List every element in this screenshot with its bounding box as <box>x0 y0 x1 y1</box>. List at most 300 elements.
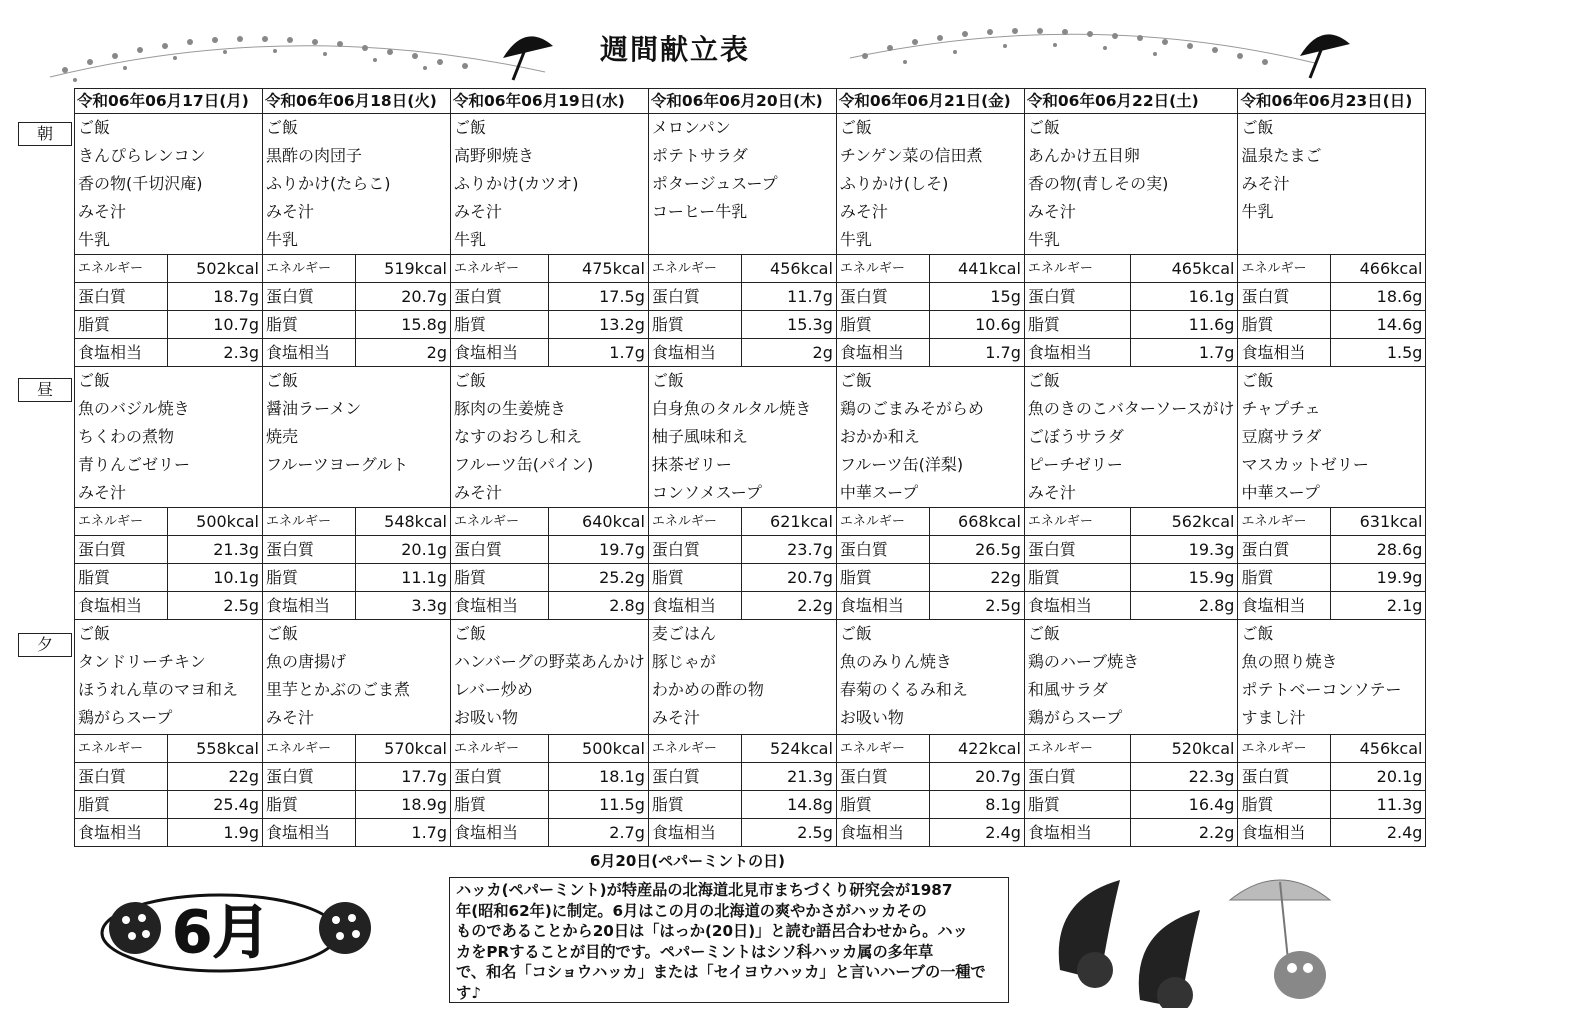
menu-item: 香の物(千切沢庵) <box>78 174 203 193</box>
menu-item: フルーツ缶(パイン) <box>454 455 594 474</box>
menu-cell <box>1238 367 1426 508</box>
nutrient-label: エネルギー <box>451 735 549 763</box>
nutrient-label: 蛋白質 <box>75 283 168 311</box>
menu-item: 春菊のくるみ和え <box>839 680 968 699</box>
menu-item: 魚のバジル焼き <box>78 399 190 418</box>
menu-item: ご飯 <box>454 371 487 390</box>
nutrient-value: 11.3g <box>1331 791 1426 819</box>
nutrient-label: 蛋白質 <box>75 536 168 564</box>
menu-item: みそ汁 <box>454 483 503 502</box>
nutrient-label: 蛋白質 <box>451 763 549 791</box>
menu-cell <box>451 114 649 255</box>
menu-item: みそ汁 <box>266 202 315 221</box>
nutrient-value: 456kcal <box>741 255 836 283</box>
menu-item: みそ汁 <box>1027 483 1076 502</box>
nutrient-label: 蛋白質 <box>1024 763 1130 791</box>
nutrient-label: エネルギー <box>263 255 356 283</box>
menu-cell <box>75 620 263 735</box>
nutrient-value: 1.7g <box>1130 339 1238 367</box>
nutrient-label: 脂質 <box>1238 311 1331 339</box>
nutrient-value: 621kcal <box>741 508 836 536</box>
menu-item: 黒酢の肉団子 <box>266 146 363 165</box>
nutrient-value: 570kcal <box>356 735 451 763</box>
nutrient-value: 11.1g <box>356 564 451 592</box>
menu-item: おかか和え <box>839 427 920 446</box>
nutrient-value: 14.6g <box>1331 311 1426 339</box>
menu-item: 豚肉の生姜焼き <box>454 399 567 418</box>
nutrient-value: 13.2g <box>548 311 648 339</box>
nutrient-label: 蛋白質 <box>1024 283 1130 311</box>
nutrient-label: 蛋白質 <box>648 283 741 311</box>
menu-item: チャプチェ <box>1241 399 1321 418</box>
nutrient-value: 2.8g <box>1130 592 1238 620</box>
nutrient-label: 食塩相当 <box>263 819 356 847</box>
menu-item: 魚のみりん焼き <box>839 652 952 671</box>
nutrient-label: 蛋白質 <box>836 536 929 564</box>
nutrient-label: 食塩相当 <box>1238 819 1331 847</box>
menu-cell <box>648 620 836 735</box>
nutrient-value: 475kcal <box>548 255 648 283</box>
peppermint-day-note <box>449 877 1009 1003</box>
nutrient-label: 脂質 <box>263 564 356 592</box>
nutrient-value: 22.3g <box>1130 763 1238 791</box>
nutrient-value: 500kcal <box>548 735 648 763</box>
nutrient-value: 8.1g <box>929 791 1024 819</box>
nutrient-label: エネルギー <box>1238 508 1331 536</box>
nutrient-label: 蛋白質 <box>75 763 168 791</box>
menu-item: 柚子風味和え <box>651 427 748 446</box>
nutrient-value: 466kcal <box>1331 255 1426 283</box>
nutrient-label: 蛋白質 <box>1238 763 1331 791</box>
menu-item: 青りんごゼリー <box>78 455 191 474</box>
menu-cell <box>648 114 836 255</box>
nutrient-value: 2.8g <box>548 592 648 620</box>
nutrient-label: エネルギー <box>1238 255 1331 283</box>
day-header: 令和06年06月18日(火) <box>263 89 451 114</box>
menu-item: チンゲン菜の信田煮 <box>839 146 983 165</box>
menu-item: 牛乳 <box>78 230 111 249</box>
menu-item: 白身魚のタルタル焼き <box>651 399 812 418</box>
menu-item: 高野卵焼き <box>454 146 535 165</box>
menu-item: ご飯 <box>839 624 872 643</box>
nutrient-value: 465kcal <box>1130 255 1238 283</box>
nutrient-value: 1.7g <box>356 819 451 847</box>
menu-item: みそ汁 <box>454 202 503 221</box>
nutrient-label: 脂質 <box>451 311 549 339</box>
nutrient-label: エネルギー <box>648 735 741 763</box>
menu-cell <box>451 367 649 508</box>
menu-item: フルーツヨーグルト <box>266 455 409 474</box>
nutrient-label: 脂質 <box>648 311 741 339</box>
nutrient-value: 10.1g <box>168 564 263 592</box>
menu-item: みそ汁 <box>78 483 127 502</box>
nutrient-value: 15g <box>929 283 1024 311</box>
menu-item: ハンバーグの野菜あんかけ <box>454 652 645 671</box>
menu-item: みそ汁 <box>839 202 888 221</box>
nutrient-label: エネルギー <box>1024 508 1130 536</box>
menu-cell <box>1024 620 1238 735</box>
menu-item: あんかけ五目卵 <box>1027 146 1140 165</box>
nutrient-value: 1.7g <box>548 339 648 367</box>
nutrient-label: 蛋白質 <box>451 536 549 564</box>
nutrient-label: 食塩相当 <box>451 339 549 367</box>
nutrient-label: 食塩相当 <box>1238 339 1331 367</box>
day-header: 令和06年06月21日(金) <box>836 89 1024 114</box>
menu-cell <box>1238 114 1426 255</box>
menu-cell <box>836 620 1024 735</box>
note-caption: 6月20日(ペパーミントの日) <box>590 852 786 870</box>
nutrient-value: 16.4g <box>1130 791 1238 819</box>
nutrient-value: 19.7g <box>548 536 648 564</box>
menu-item: ご飯 <box>839 371 872 390</box>
nutrient-label: 脂質 <box>451 564 549 592</box>
nutrient-label: エネルギー <box>1024 255 1130 283</box>
nutrient-label: 蛋白質 <box>263 763 356 791</box>
menu-item: タンドリーチキン <box>78 652 206 671</box>
nutrient-label: 脂質 <box>648 791 741 819</box>
nutrient-label: エネルギー <box>75 508 168 536</box>
nutrient-value: 16.1g <box>1130 283 1238 311</box>
nutrient-label: 食塩相当 <box>75 339 168 367</box>
menu-item: ご飯 <box>78 371 111 390</box>
meal-label-lunch: 昼 <box>18 378 72 402</box>
menu-item: 牛乳 <box>266 230 299 249</box>
meal-label-breakfast: 朝 <box>18 122 72 146</box>
nutrient-label: 脂質 <box>75 311 168 339</box>
nutrient-value: 2.4g <box>929 819 1024 847</box>
menu-item: 里芋とかぶのごま煮 <box>266 680 411 699</box>
menu-item: なすのおろし和え <box>454 427 583 446</box>
nutrient-label: 蛋白質 <box>836 763 929 791</box>
nutrient-value: 2.7g <box>548 819 648 847</box>
nutrient-label: エネルギー <box>648 508 741 536</box>
menu-item: お吸い物 <box>454 708 519 727</box>
nutrient-value: 18.1g <box>548 763 648 791</box>
menu-item: ごぼうサラダ <box>1027 427 1124 446</box>
nutrient-value: 1.9g <box>168 819 263 847</box>
menu-item: ふりかけ(しそ) <box>839 174 949 193</box>
nutrient-label: エネルギー <box>836 735 929 763</box>
menu-item: ご飯 <box>454 624 487 643</box>
menu-item: フルーツ缶(洋梨) <box>839 455 964 474</box>
weekly-menu-table <box>74 88 1426 847</box>
nutrient-value: 11.7g <box>741 283 836 311</box>
nutrient-value: 422kcal <box>929 735 1024 763</box>
meal-label-dinner: 夕 <box>18 633 72 657</box>
nutrient-label: エネルギー <box>263 508 356 536</box>
nutrient-value: 441kcal <box>929 255 1024 283</box>
nutrient-value: 20.1g <box>356 536 451 564</box>
menu-item: ご飯 <box>1241 624 1274 643</box>
day-header: 令和06年06月20日(木) <box>648 89 836 114</box>
nutrient-value: 15.3g <box>741 311 836 339</box>
day-header: 令和06年06月17日(月) <box>75 89 263 114</box>
nutrient-value: 2.5g <box>741 819 836 847</box>
nutrient-value: 10.6g <box>929 311 1024 339</box>
menu-item: 鶏がらスープ <box>78 708 173 727</box>
nutrient-value: 25.4g <box>168 791 263 819</box>
menu-item: ポテトサラダ <box>651 146 748 165</box>
nutrient-label: 蛋白質 <box>836 283 929 311</box>
nutrient-label: 食塩相当 <box>1238 592 1331 620</box>
nutrient-value: 20.7g <box>929 763 1024 791</box>
menu-item: ご飯 <box>266 371 299 390</box>
menu-cell <box>75 114 263 255</box>
nutrient-label: 蛋白質 <box>1024 536 1130 564</box>
note-line: カをPRすることが目的です。ペパーミントはシソ科ハッカ属の多年草 <box>456 942 934 961</box>
nutrient-value: 22g <box>929 564 1024 592</box>
nutrient-value: 20.7g <box>356 283 451 311</box>
menu-item: ご飯 <box>266 624 299 643</box>
menu-item: ご飯 <box>1027 118 1060 137</box>
menu-item: みそ汁 <box>78 202 127 221</box>
june-badge-text: 6月 <box>172 898 271 966</box>
menu-item: ちくわの煮物 <box>78 427 175 446</box>
nutrient-label: 食塩相当 <box>836 339 929 367</box>
menu-item: みそ汁 <box>1027 202 1076 221</box>
nutrient-value: 2.3g <box>168 339 263 367</box>
nutrient-label: 食塩相当 <box>648 819 741 847</box>
nutrient-value: 2.5g <box>929 592 1024 620</box>
day-header: 令和06年06月22日(土) <box>1024 89 1238 114</box>
nutrient-label: エネルギー <box>263 735 356 763</box>
menu-item: すまし汁 <box>1241 708 1306 727</box>
menu-item: みそ汁 <box>1241 174 1290 193</box>
nutrient-label: 脂質 <box>1024 791 1130 819</box>
nutrient-label: 食塩相当 <box>836 592 929 620</box>
menu-item: 醤油ラーメン <box>266 399 362 418</box>
menu-cell <box>263 620 451 735</box>
nutrient-value: 18.9g <box>356 791 451 819</box>
nutrient-value: 558kcal <box>168 735 263 763</box>
nutrient-value: 502kcal <box>168 255 263 283</box>
note-line: 年(昭和62年)に制定。6月はこの月の北海道の爽やかさがハッカその <box>456 901 927 920</box>
menu-item: ご飯 <box>78 624 111 643</box>
nutrient-value: 19.3g <box>1130 536 1238 564</box>
nutrient-value: 2.4g <box>1331 819 1426 847</box>
nutrient-label: 脂質 <box>1024 564 1130 592</box>
hydrangea-banner-left <box>45 22 565 84</box>
nutrient-label: 食塩相当 <box>836 819 929 847</box>
menu-cell <box>836 114 1024 255</box>
nutrient-label: エネルギー <box>648 255 741 283</box>
menu-item: ご飯 <box>1241 118 1274 137</box>
nutrient-value: 20.1g <box>1331 763 1426 791</box>
note-line: で、和名「コショウハッカ」または「セイヨウハッカ」と言いハーブの一種で <box>456 963 986 981</box>
nutrient-label: 蛋白質 <box>263 283 356 311</box>
nutrient-value: 14.8g <box>741 791 836 819</box>
nutrient-value: 11.5g <box>548 791 648 819</box>
menu-cell <box>263 367 451 508</box>
menu-cell <box>263 114 451 255</box>
menu-cell <box>1238 620 1426 735</box>
menu-item: ご飯 <box>266 118 299 137</box>
menu-item: マスカットゼリー <box>1241 455 1369 474</box>
nutrient-label: 蛋白質 <box>1238 283 1331 311</box>
menu-item: ポテトベーコンソテー <box>1241 680 1402 699</box>
nutrient-value: 3.3g <box>356 592 451 620</box>
nutrient-value: 21.3g <box>741 763 836 791</box>
page-title: 週間献立表 <box>600 33 751 66</box>
menu-item: ご飯 <box>1027 624 1060 643</box>
nutrient-value: 2.2g <box>741 592 836 620</box>
menu-item: ご飯 <box>454 118 487 137</box>
nutrient-value: 22g <box>168 763 263 791</box>
nutrient-value: 2.1g <box>1331 592 1426 620</box>
menu-item: 牛乳 <box>1241 202 1274 221</box>
nutrient-value: 2.5g <box>168 592 263 620</box>
nutrient-value: 26.5g <box>929 536 1024 564</box>
nutrient-label: 食塩相当 <box>263 592 356 620</box>
nutrient-value: 23.7g <box>741 536 836 564</box>
menu-item: レバー炒め <box>454 680 533 699</box>
nutrient-label: 食塩相当 <box>1024 819 1130 847</box>
menu-item: メロンパン <box>651 118 731 137</box>
menu-item: 温泉たまご <box>1241 146 1322 165</box>
menu-item: ポタージュスープ <box>651 174 778 193</box>
menu-item: 魚の照り焼き <box>1241 652 1338 671</box>
nutrient-label: 脂質 <box>263 311 356 339</box>
menu-item: 豚じゃが <box>651 652 716 671</box>
menu-item: ご飯 <box>78 118 111 137</box>
nutrient-value: 2g <box>356 339 451 367</box>
menu-item: 魚の唐揚げ <box>266 652 347 671</box>
nutrient-value: 640kcal <box>548 508 648 536</box>
nutrient-label: 蛋白質 <box>648 763 741 791</box>
menu-item: 香の物(青しその実) <box>1027 174 1169 193</box>
nutrient-label: 蛋白質 <box>648 536 741 564</box>
nutrient-value: 20.7g <box>741 564 836 592</box>
nutrient-label: 脂質 <box>1024 311 1130 339</box>
nutrient-label: 蛋白質 <box>263 536 356 564</box>
menu-cell <box>1024 114 1238 255</box>
nutrient-label: 脂質 <box>836 311 929 339</box>
menu-item: 鶏がらスープ <box>1027 708 1123 727</box>
menu-item: 中華スープ <box>839 483 919 502</box>
note-line: ものであることから20日は「はっか(20日)」と読む語呂合わせから。ハッ <box>456 922 968 940</box>
nutrient-label: 食塩相当 <box>263 339 356 367</box>
nutrient-value: 21.3g <box>168 536 263 564</box>
menu-item: 牛乳 <box>839 230 872 249</box>
menu-item: コンソメスープ <box>651 483 762 502</box>
menu-item: 和風サラダ <box>1027 680 1108 699</box>
nutrient-label: エネルギー <box>75 735 168 763</box>
nutrient-value: 500kcal <box>168 508 263 536</box>
nutrient-label: エネルギー <box>1238 735 1331 763</box>
menu-item: ご飯 <box>839 118 872 137</box>
nutrient-label: 食塩相当 <box>648 592 741 620</box>
nutrient-label: エネルギー <box>451 255 549 283</box>
menu-item: 抹茶ゼリー <box>651 455 732 474</box>
nutrient-value: 562kcal <box>1130 508 1238 536</box>
nutrient-label: 脂質 <box>451 791 549 819</box>
nutrient-value: 519kcal <box>356 255 451 283</box>
nutrient-label: 脂質 <box>263 791 356 819</box>
menu-item: きんぴらレンコン <box>78 146 206 165</box>
menu-item: 麦ごはん <box>651 624 716 643</box>
note-line: ハッカ(ペパーミント)が特産品の北海道北見市まちづくり研究会が1987 <box>456 881 953 899</box>
nutrient-value: 548kcal <box>356 508 451 536</box>
nutrient-value: 631kcal <box>1331 508 1426 536</box>
nutrient-label: エネルギー <box>75 255 168 283</box>
nutrient-value: 524kcal <box>741 735 836 763</box>
nutrient-value: 456kcal <box>1331 735 1426 763</box>
nutrient-value: 15.9g <box>1130 564 1238 592</box>
nutrient-label: 脂質 <box>1238 564 1331 592</box>
nutrient-label: 食塩相当 <box>1024 592 1130 620</box>
menu-cell <box>75 367 263 508</box>
nutrient-value: 19.9g <box>1331 564 1426 592</box>
nutrient-value: 28.6g <box>1331 536 1426 564</box>
menu-item: ご飯 <box>1027 371 1060 390</box>
nutrient-label: 脂質 <box>75 791 168 819</box>
nutrient-label: 脂質 <box>836 791 929 819</box>
nutrient-value: 520kcal <box>1130 735 1238 763</box>
nutrient-value: 17.5g <box>548 283 648 311</box>
menu-item: 牛乳 <box>1027 230 1060 249</box>
nutrient-label: 脂質 <box>648 564 741 592</box>
nutrient-label: エネルギー <box>836 508 929 536</box>
nutrient-value: 2g <box>741 339 836 367</box>
menu-item: 豆腐サラダ <box>1241 427 1322 446</box>
menu-item: 中華スープ <box>1241 483 1320 502</box>
menu-item: みそ汁 <box>266 708 315 727</box>
menu-item: 魚のきのこバターソースがけ <box>1027 399 1235 418</box>
nutrient-value: 668kcal <box>929 508 1024 536</box>
menu-item: ふりかけ(カツオ) <box>454 174 579 193</box>
nutrient-value: 25.2g <box>548 564 648 592</box>
nutrient-value: 11.6g <box>1130 311 1238 339</box>
nutrient-label: 食塩相当 <box>648 339 741 367</box>
umbrella-icon <box>1292 20 1358 82</box>
menu-item: ふりかけ(たらこ) <box>266 174 391 193</box>
nutrient-label: エネルギー <box>451 508 549 536</box>
nutrient-label: 脂質 <box>1238 791 1331 819</box>
nutrient-value: 17.7g <box>356 763 451 791</box>
nutrient-value: 1.7g <box>929 339 1024 367</box>
nutrient-value: 10.7g <box>168 311 263 339</box>
menu-item: ほうれん草のマヨ和え <box>78 680 239 699</box>
snail-hydrangea-illustration <box>1040 860 1370 1008</box>
menu-item: ご飯 <box>651 371 684 390</box>
nutrient-label: 食塩相当 <box>451 819 549 847</box>
menu-item: 鶏のハーブ焼き <box>1027 652 1140 671</box>
day-header: 令和06年06月23日(日) <box>1238 89 1426 114</box>
nutrient-label: エネルギー <box>1024 735 1130 763</box>
nutrient-label: エネルギー <box>836 255 929 283</box>
nutrient-value: 1.5g <box>1331 339 1426 367</box>
menu-item: 焼売 <box>266 427 299 446</box>
nutrient-label: 蛋白質 <box>1238 536 1331 564</box>
nutrient-label: 食塩相当 <box>451 592 549 620</box>
menu-cell <box>1024 367 1238 508</box>
nutrient-label: 食塩相当 <box>1024 339 1130 367</box>
menu-cell <box>648 367 836 508</box>
umbrella-icon <box>495 22 561 84</box>
nutrient-value: 2.2g <box>1130 819 1238 847</box>
nutrient-value: 18.7g <box>168 283 263 311</box>
nutrient-value: 15.8g <box>356 311 451 339</box>
menu-item: ご飯 <box>1241 371 1274 390</box>
menu-item: コーヒー牛乳 <box>651 202 748 221</box>
menu-item: 牛乳 <box>454 230 487 249</box>
nutrient-label: 蛋白質 <box>451 283 549 311</box>
menu-cell <box>836 367 1024 508</box>
nutrient-label: 脂質 <box>75 564 168 592</box>
nutrient-label: 食塩相当 <box>75 592 168 620</box>
menu-cell <box>451 620 649 735</box>
nutrient-value: 18.6g <box>1331 283 1426 311</box>
